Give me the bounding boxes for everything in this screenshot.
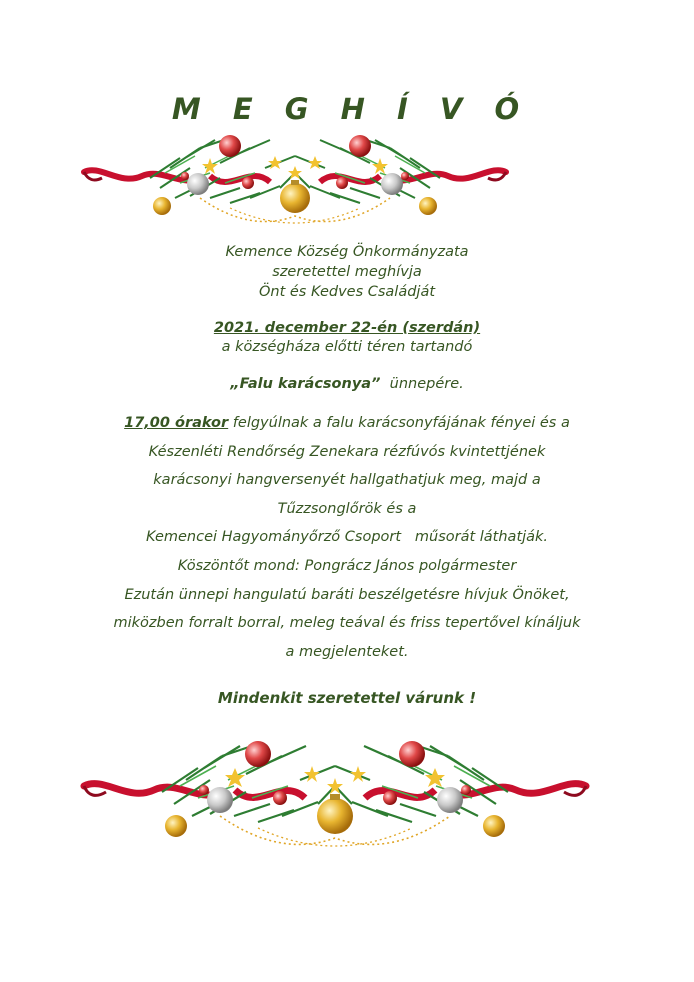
event-time: 17,00 órakor [124, 415, 229, 431]
program-line: Köszöntőt mond: Pongrácz János polgármester [177, 557, 517, 574]
page-title: M E G H Í V Ó [171, 92, 531, 126]
event-date: 2021. december 22-én (szerdán) [213, 320, 481, 336]
program-line: karácsonyi hangversenyét hallgathatjuk meg, majd a [153, 472, 541, 489]
program-line: Készenléti Rendőrség Zenekara rézfúvós kvintettjének [148, 443, 546, 460]
christmas-garland-icon [80, 732, 590, 872]
program-first-rest: felgyúlnak a falu karácsonyfájának fényei és a [228, 415, 570, 431]
program-line: Ezután ünnepi hangulatú baráti beszélgetésre hívjuk Önöket, [124, 586, 570, 603]
program-description [60, 409, 634, 666]
program-line: a megjelenteket. [285, 643, 409, 660]
event-title-line [0, 376, 694, 392]
program-line: Kemencei Hagyományőrző Csoport műsorát láthatják. [145, 529, 549, 546]
closing-line: Mindenkit szeretettel várunk ! [217, 689, 477, 707]
date-block [0, 319, 694, 357]
event-name: „Falu karácsonya” [230, 376, 381, 392]
program-line [60, 409, 634, 438]
program-line: Tűzzsonglőrök és a [277, 500, 417, 517]
program-line: miközben forralt borral, meleg teával és friss tepertővel kínáljuk [113, 615, 581, 632]
christmas-garland-icon [80, 128, 510, 246]
event-location: a községháza előtti téren tartandó [221, 339, 473, 355]
intro-line: Kemence Község Önkormányzata [225, 244, 469, 260]
intro-line: Önt és Kedves Családját [258, 284, 436, 300]
intro-line: szeretettel meghívja [272, 264, 422, 280]
intro-block [0, 242, 694, 302]
event-suffix: ünnepére. [380, 376, 464, 392]
